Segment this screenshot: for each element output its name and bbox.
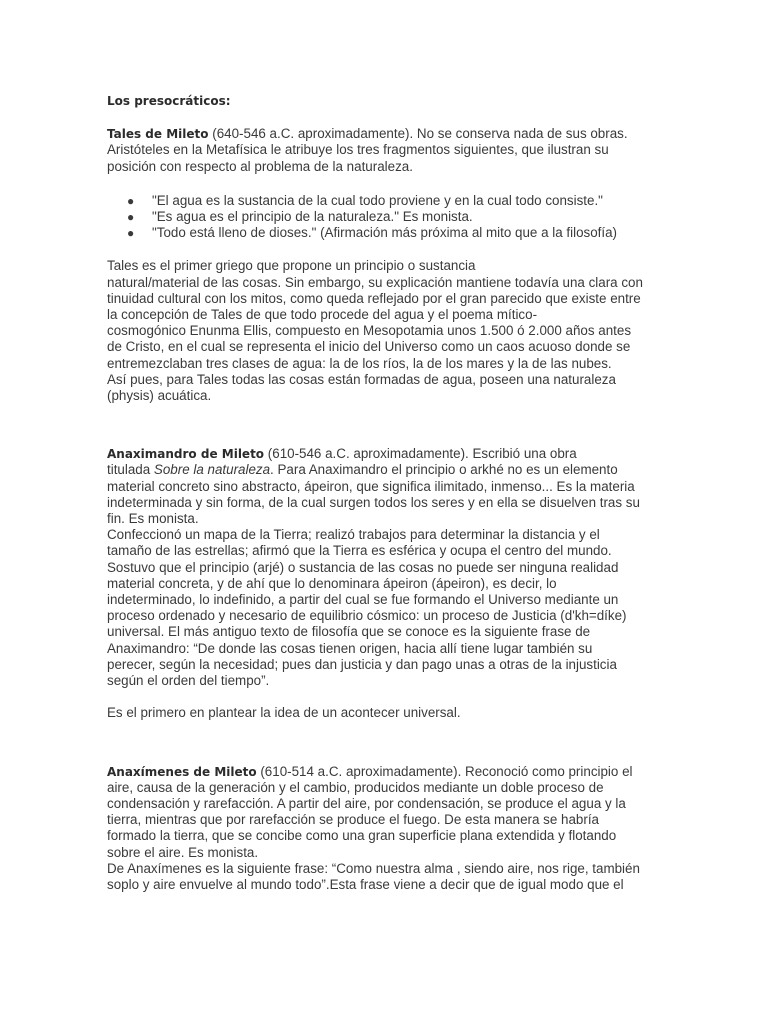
text-line: Anaximandro: “De donde las cosas tienen origen, hacia allí tiene lugar también su <box>107 640 593 656</box>
section-anaximandro <box>107 446 667 721</box>
text-line: según el orden del tiempo”. <box>107 673 270 689</box>
text-line: proceso ordenado y necesario de equilibrio cósmico: un proceso de Justicia (d'kh=díke) <box>107 608 627 624</box>
tales-intro-line: Aristóteles en la Metafísica le atribuye los tres fragmentos siguientes, que ilustran su <box>107 142 609 158</box>
text-line: natural/material de las cosas. Sin embargo, su explicación mantiene todavía una clara con <box>107 274 643 290</box>
text-line: la concepción de Tales de que todo procede del agua y el poema mítico- <box>107 307 538 323</box>
text-line: cosmogónico Enunma Ellis, compuesto en Mesopotamia unos 1.500 ó 2.000 años antes <box>107 323 632 339</box>
list-item: ● "Es agua es el principio de la naturaleza." Es monista. <box>127 209 473 225</box>
text-line: Es el primero en plantear la idea de un acontecer universal. <box>107 705 461 721</box>
text-line: material concreto sino abstracto, ápeiron, que significa ilimitado, inmenso... Es la materia <box>107 478 635 494</box>
bullet-icon: ● <box>127 193 135 208</box>
tales-body <box>107 258 667 404</box>
text-line: condensación y rarefacción. A partir del aire, por condensación, se produce el agua y la <box>107 795 626 811</box>
text-line: indeterminada y sin forma, de la cual surgen todos los seres y en ella se disuelven tras su <box>107 494 640 510</box>
document-heading: Los presocráticos: <box>107 94 231 108</box>
tales-name: Tales de Mileto <box>107 127 209 142</box>
text-line: tamaño de las estrellas; afirmó que la Tierra es esférica y ocupa el centro del mundo. <box>107 543 612 559</box>
bullet-icon: ● <box>127 210 135 225</box>
text-line: Confeccionó un mapa de la Tierra; realizó trabajos para determinar la distancia y el <box>107 527 600 543</box>
document-page <box>107 93 667 893</box>
text-line: Anaxímenes de Mileto (610-514 a.C. aproximadamente). Reconoció como principio el <box>107 763 633 779</box>
text-line: universal. El más antiguo texto de filosofía que se conoce es la siguiente frase de <box>107 624 591 640</box>
anaximandro-closing <box>107 705 667 721</box>
text-line: Sostuvo que el principio (arjé) o sustancia de las cosas no puede ser ninguna realidad <box>107 559 619 575</box>
section-spacer <box>107 404 667 446</box>
anaximenes-body <box>107 764 667 894</box>
text-line: soplo y aire envuelve al mundo todo”.Esta frase viene a decir que de igual modo que el <box>107 876 624 892</box>
text-line: indeterminado, lo indefinido, a partir del cual se fue formando el Universo mediante un <box>107 592 619 608</box>
anaximenes-name: Anaxímenes de Mileto <box>107 764 257 779</box>
list-item: ● "Todo está lleno de dioses." (Afirmación más próxima al mito que a la filosofía) <box>127 225 618 241</box>
anaximandro-body <box>107 446 667 689</box>
text-line: de Cristo, en el cual se representa el inicio del Universo como un caos acuoso donde se <box>107 339 631 355</box>
text-line: sobre el aire. Es monista. <box>107 844 259 860</box>
section-anaximenes <box>107 764 667 894</box>
text-line: fin. Es monista. <box>107 511 199 527</box>
section-spacer <box>107 722 667 764</box>
text-line: titulada Sobre la naturaleza. Para Anaximandro el principio o arkhé no es un elemento <box>107 462 618 478</box>
tales-intro-line: Tales de Mileto (640-546 a.C. aproximadamente). No se conserva nada de sus obras. <box>107 126 628 142</box>
list-item: ● "El agua es la sustancia de la cual todo proviene y en la cual todo consiste." <box>127 192 603 208</box>
text-line: entremezclaban tres clases de agua: la de los ríos, la de los mares y la de las nubes. <box>107 355 612 371</box>
text-line: tierra, mientras que por rarefacción se produce el fuego. De esta manera se habría <box>107 812 600 828</box>
text-line: tinuidad cultural con los mitos, como queda reflejado por el gran parecido que existe entre <box>107 290 641 306</box>
bullet-icon: ● <box>127 226 135 241</box>
paragraph-spacer <box>107 689 667 705</box>
text-line: De Anaxímenes es la siguiente frase: “Como nuestra alma , siendo aire, nos rige, también <box>107 860 640 876</box>
text-line: formado la tierra, que se concibe como una gran superficie plana extendida y flotando <box>107 828 617 844</box>
work-title: Sobre la naturaleza <box>153 462 271 478</box>
text-line: perecer, según la necesidad; pues dan justicia y dan pago unas a otras de la injusticia <box>107 656 617 672</box>
anaximandro-name: Anaximandro de Mileto <box>107 447 265 462</box>
text-line: aire, causa de la generación y el cambio, producidos mediante un doble proceso de <box>107 779 604 795</box>
text-line: Anaximandro de Mileto (610-546 a.C. aproximadamente). Escribió una obra <box>107 446 577 462</box>
tales-intro-line: posición con respecto al problema de la naturaleza. <box>107 158 413 174</box>
text-line: Tales es el primer griego que propone un principio o sustancia <box>107 258 476 274</box>
text-line: Así pues, para Tales todas las cosas están formadas de agua, poseen una naturaleza <box>107 371 616 387</box>
text-line: material concreta, y de ahí que lo denominara ápeiron (ápeiron), es decir, lo <box>107 575 557 591</box>
tales-intro <box>107 126 667 175</box>
text-line: (physis) acuática. <box>107 388 212 404</box>
section-tales <box>107 126 667 404</box>
tales-quotes-list <box>107 193 667 242</box>
